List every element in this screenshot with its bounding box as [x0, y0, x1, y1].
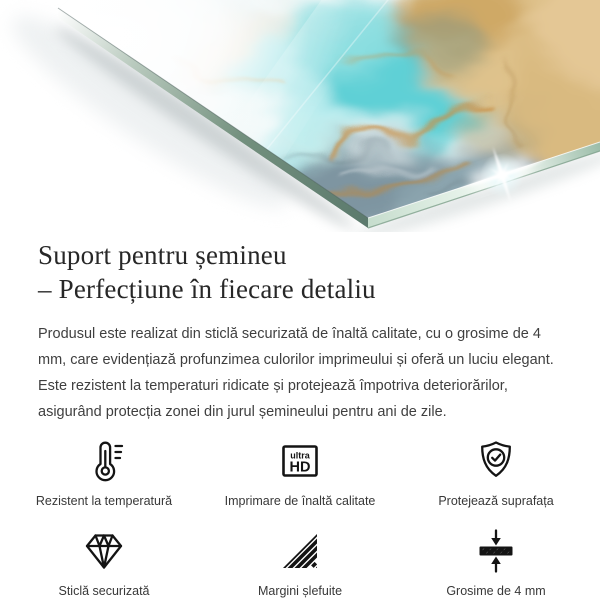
svg-text:HD: HD: [289, 459, 311, 476]
product-description-section: [0, 238, 600, 425]
page-title: [38, 238, 562, 306]
feature-label: Protejează suprafața: [438, 494, 554, 508]
feature-polished-edges: [204, 525, 396, 599]
product-image: [0, 0, 600, 232]
feature-label: Imprimare de înaltă calitate: [224, 494, 376, 508]
feature-protects-surface: [400, 435, 592, 509]
feature-label: Sticlă securizată: [58, 584, 150, 598]
feature-thickness: [400, 525, 592, 599]
feature-tempered-glass: [8, 525, 200, 599]
thickness-icon: [472, 525, 520, 575]
thermometer-icon: [80, 435, 128, 485]
feature-grid: [0, 435, 600, 599]
shield-check-icon: [472, 435, 520, 485]
feature-label: Rezistent la temperatură: [35, 494, 173, 508]
feature-temperature: [8, 435, 200, 509]
polished-edges-icon: [276, 525, 324, 575]
svg-text:ultra: ultra: [290, 450, 310, 461]
product-description-text: Produsul este realizat din sticlă securizată de înaltă calitate, cu o grosime de 4 mm, care evidențiază profunzimea culorilor imprimeului și oferă un luciu elegant. Este rezistent la temperaturi ridicate și protejează împotriva deteriorărilor, asigurând protecția zonei din jurul șemineului pentru ani de zile.: [38, 326, 554, 420]
diamond-icon: [80, 525, 128, 575]
ultra-hd-icon: [276, 435, 324, 485]
title-line-2: – Perfecțiune în fiecare detaliu: [38, 274, 376, 304]
feature-label: Grosime de 4 mm: [446, 584, 546, 598]
feature-label: Margini șlefuite: [257, 584, 343, 598]
glass-panel-artwork: [0, 0, 600, 232]
title-line-1: Suport pentru șemineu: [38, 240, 287, 270]
feature-print-quality: [204, 435, 396, 509]
